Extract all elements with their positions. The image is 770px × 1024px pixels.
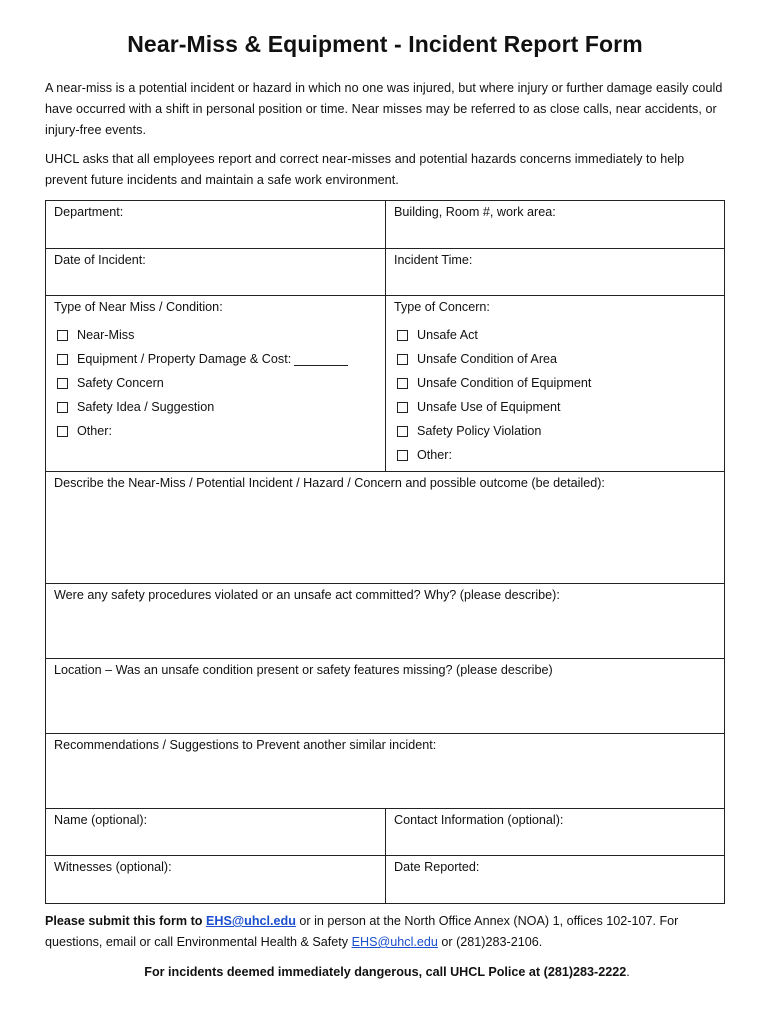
type-near-miss-options bbox=[54, 323, 378, 443]
checkbox-icon[interactable] bbox=[57, 330, 68, 341]
checkbox-unsafe-condition-area[interactable] bbox=[394, 347, 717, 371]
witnesses-field[interactable] bbox=[46, 856, 386, 904]
checkbox-icon[interactable] bbox=[397, 378, 408, 389]
checkbox-unsafe-use-equipment[interactable] bbox=[394, 395, 717, 419]
recommendations-field[interactable] bbox=[46, 734, 725, 809]
department-label: Department: bbox=[54, 205, 124, 219]
type-near-miss-label: Type of Near Miss / Condition: bbox=[54, 300, 223, 314]
type-concern-label: Type of Concern: bbox=[394, 300, 490, 314]
checkbox-icon[interactable] bbox=[397, 354, 408, 365]
option-label: Safety Idea / Suggestion bbox=[77, 400, 215, 414]
contact-field[interactable] bbox=[386, 809, 725, 856]
ehs-email-link-2[interactable]: EHS@uhcl.edu bbox=[351, 935, 438, 949]
option-label: Unsafe Condition of Equipment bbox=[417, 376, 592, 390]
type-near-miss-cell bbox=[46, 296, 386, 472]
submit-instructions bbox=[45, 911, 729, 953]
option-label: Unsafe Act bbox=[417, 328, 478, 342]
location-label: Location – Was an unsafe condition present or safety features missing? (please describe) bbox=[54, 663, 553, 677]
describe-label: Describe the Near-Miss / Potential Incident / Hazard / Concern and possible outcome (be detailed): bbox=[54, 476, 605, 490]
option-label: Unsafe Use of Equipment bbox=[417, 400, 561, 414]
submit-prefix: Please submit this form to bbox=[45, 914, 206, 928]
incident-time-field[interactable] bbox=[386, 249, 725, 296]
location-field[interactable] bbox=[46, 659, 725, 734]
intro-paragraph-2: UHCL asks that all employees report and correct near-misses and potential hazards concerns immediately to help prevent future incidents and maintain a safe work environment. bbox=[45, 152, 685, 187]
option-label: Safety Concern bbox=[77, 376, 164, 390]
option-label: Near-Miss bbox=[77, 328, 135, 342]
checkbox-equipment-damage[interactable] bbox=[54, 347, 378, 371]
checkbox-other-condition[interactable] bbox=[54, 419, 378, 443]
type-concern-cell bbox=[386, 296, 725, 472]
cost-blank-line[interactable] bbox=[294, 353, 348, 366]
contact-label: Contact Information (optional): bbox=[394, 813, 564, 827]
type-concern-options bbox=[394, 323, 717, 467]
name-label: Name (optional): bbox=[54, 813, 148, 827]
checkbox-icon[interactable] bbox=[57, 354, 68, 365]
intro-paragraph-1: A near-miss is a potential incident or hazard in which no one was injured, but where injury or further damage easily could have occurred with a shift in personal position or time. Near misses may be referred to as close calls, near accidents, or injury-free events. bbox=[45, 81, 723, 137]
checkbox-icon[interactable] bbox=[397, 426, 408, 437]
recommendations-label: Recommendations / Suggestions to Prevent another similar incident: bbox=[54, 738, 437, 752]
form-title: Near-Miss & Equipment - Incident Report Form bbox=[127, 31, 643, 57]
checkbox-near-miss[interactable] bbox=[54, 323, 378, 347]
checkbox-icon[interactable] bbox=[57, 378, 68, 389]
police-period: . bbox=[626, 965, 630, 979]
describe-field[interactable] bbox=[46, 472, 725, 584]
checkbox-unsafe-condition-equipment[interactable] bbox=[394, 371, 717, 395]
ehs-email-link-1[interactable]: EHS@uhcl.edu bbox=[205, 914, 296, 928]
procedures-label: Were any safety procedures violated or an unsafe act committed? Why? (please describe): bbox=[54, 588, 560, 602]
department-field[interactable] bbox=[46, 201, 386, 249]
submit-suffix: or (281)283-2106. bbox=[437, 935, 543, 949]
option-label: Safety Policy Violation bbox=[417, 424, 542, 438]
checkbox-safety-idea[interactable] bbox=[54, 395, 378, 419]
submit-middle: or in person at the North Office Annex (NOA) 1, offices 102-107. For questions, email or call Environmental Health & Safety bbox=[45, 914, 679, 949]
checkbox-icon[interactable] bbox=[397, 330, 408, 341]
option-label: Other: bbox=[417, 448, 452, 462]
checkbox-other-concern[interactable] bbox=[394, 443, 717, 467]
checkbox-safety-policy-violation[interactable] bbox=[394, 419, 717, 443]
witnesses-label: Witnesses (optional): bbox=[54, 860, 172, 874]
date-of-incident-field[interactable] bbox=[46, 249, 386, 296]
building-field[interactable] bbox=[386, 201, 725, 249]
police-text: For incidents deemed immediately dangerous, call UHCL Police at (281)283-2222 bbox=[144, 965, 627, 979]
checkbox-icon[interactable] bbox=[397, 450, 408, 461]
date-reported-label: Date Reported: bbox=[394, 860, 480, 874]
checkbox-icon[interactable] bbox=[57, 402, 68, 413]
date-reported-field[interactable] bbox=[386, 856, 725, 904]
option-label: Equipment / Property Damage & Cost: bbox=[77, 352, 292, 366]
incident-time-label: Incident Time: bbox=[394, 253, 473, 267]
police-notice bbox=[45, 962, 729, 983]
building-label: Building, Room #, work area: bbox=[394, 205, 556, 219]
checkbox-icon[interactable] bbox=[57, 426, 68, 437]
checkbox-icon[interactable] bbox=[397, 402, 408, 413]
name-field[interactable] bbox=[46, 809, 386, 856]
checkbox-unsafe-act[interactable] bbox=[394, 323, 717, 347]
option-label: Other: bbox=[77, 424, 112, 438]
procedures-field[interactable] bbox=[46, 584, 725, 659]
date-of-incident-label: Date of Incident: bbox=[54, 253, 146, 267]
option-label: Unsafe Condition of Area bbox=[417, 352, 558, 366]
incident-report-table bbox=[45, 200, 725, 904]
checkbox-safety-concern[interactable] bbox=[54, 371, 378, 395]
